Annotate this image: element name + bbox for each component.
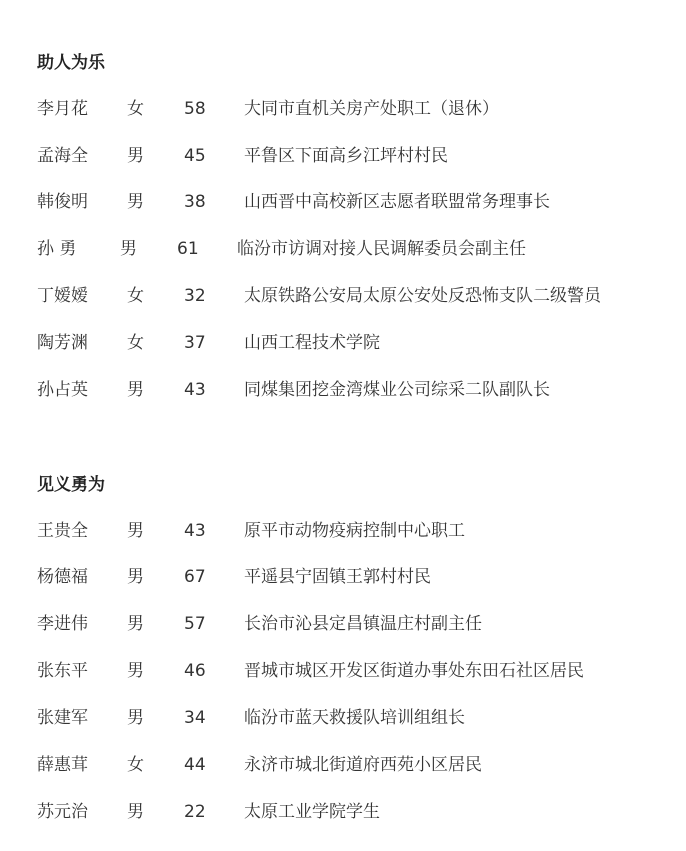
person-gender: 男	[127, 708, 144, 728]
person-age: 45	[184, 146, 206, 166]
person-description: 山西工程技术学院	[244, 333, 380, 353]
person-description: 晋城市城区开发区街道办事处东田石社区居民	[244, 661, 584, 681]
person-name: 韩俊明	[37, 192, 88, 212]
person-description: 临汾市蓝天救援队培训组组长	[244, 708, 465, 728]
person-name: 孟海全	[37, 146, 88, 166]
person-description: 临汾市访调对接人民调解委员会副主任	[237, 239, 526, 259]
person-age: 58	[184, 99, 206, 119]
person-gender: 女	[127, 99, 144, 119]
person-description: 太原铁路公安局太原公安处反恐怖支队二级警员	[244, 286, 601, 306]
person-age: 67	[184, 567, 206, 587]
list-item	[0, 800, 686, 824]
person-age: 44	[184, 755, 206, 775]
person-gender: 男	[127, 192, 144, 212]
person-gender: 男	[127, 614, 144, 634]
person-description: 永济市城北街道府西苑小区居民	[244, 755, 482, 775]
section-title: 助人为乐	[37, 53, 105, 73]
list-item	[0, 565, 686, 589]
list-item	[0, 331, 686, 355]
person-description: 同煤集团挖金湾煤业公司综采二队副队长	[244, 380, 550, 400]
section-title: 见义勇为	[37, 475, 105, 495]
person-description: 山西晋中高校新区志愿者联盟常务理事长	[244, 192, 550, 212]
person-age: 22	[184, 802, 206, 822]
list-item	[0, 378, 686, 402]
person-name: 丁嫒嫒	[37, 286, 88, 306]
person-age: 32	[184, 286, 206, 306]
person-age: 34	[184, 708, 206, 728]
person-age: 46	[184, 661, 206, 681]
person-gender: 男	[127, 521, 144, 541]
person-name: 陶芳渊	[37, 333, 88, 353]
list-item	[0, 659, 686, 683]
person-gender: 男	[127, 380, 144, 400]
person-description: 太原工业学院学生	[244, 802, 380, 822]
person-description: 大同市直机关房产处职工（退休）	[244, 99, 499, 119]
person-age: 37	[184, 333, 206, 353]
person-description: 平鲁区下面高乡江坪村村民	[244, 146, 448, 166]
person-age: 57	[184, 614, 206, 634]
person-age: 38	[184, 192, 206, 212]
person-age: 43	[184, 521, 206, 541]
list-item	[0, 97, 686, 121]
person-gender: 男	[127, 802, 144, 822]
person-name: 张建军	[37, 708, 88, 728]
person-name: 张东平	[37, 661, 88, 681]
person-name: 李进伟	[37, 614, 88, 634]
person-gender: 男	[120, 239, 137, 259]
person-gender: 男	[127, 567, 144, 587]
person-age: 61	[177, 239, 199, 259]
list-item	[0, 519, 686, 543]
list-item	[0, 190, 686, 214]
person-name: 杨德福	[37, 567, 88, 587]
person-name: 孙占英	[37, 380, 88, 400]
person-description: 长治市沁县定昌镇温庄村副主任	[244, 614, 482, 634]
person-name: 苏元治	[37, 802, 88, 822]
person-gender: 女	[127, 333, 144, 353]
person-gender: 男	[127, 146, 144, 166]
person-name: 孙 勇	[37, 239, 77, 259]
person-description: 原平市动物疫病控制中心职工	[244, 521, 465, 541]
person-gender: 男	[127, 661, 144, 681]
person-age: 43	[184, 380, 206, 400]
list-item	[0, 706, 686, 730]
list-item	[0, 753, 686, 777]
person-gender: 女	[127, 755, 144, 775]
person-name: 王贵全	[37, 521, 88, 541]
person-name: 薛惠茸	[37, 755, 88, 775]
list-item	[0, 284, 686, 308]
list-item	[0, 612, 686, 636]
person-name: 李月花	[37, 99, 88, 119]
list-item	[0, 237, 686, 261]
person-gender: 女	[127, 286, 144, 306]
list-item	[0, 144, 686, 168]
person-description: 平遥县宁固镇王郭村村民	[244, 567, 431, 587]
